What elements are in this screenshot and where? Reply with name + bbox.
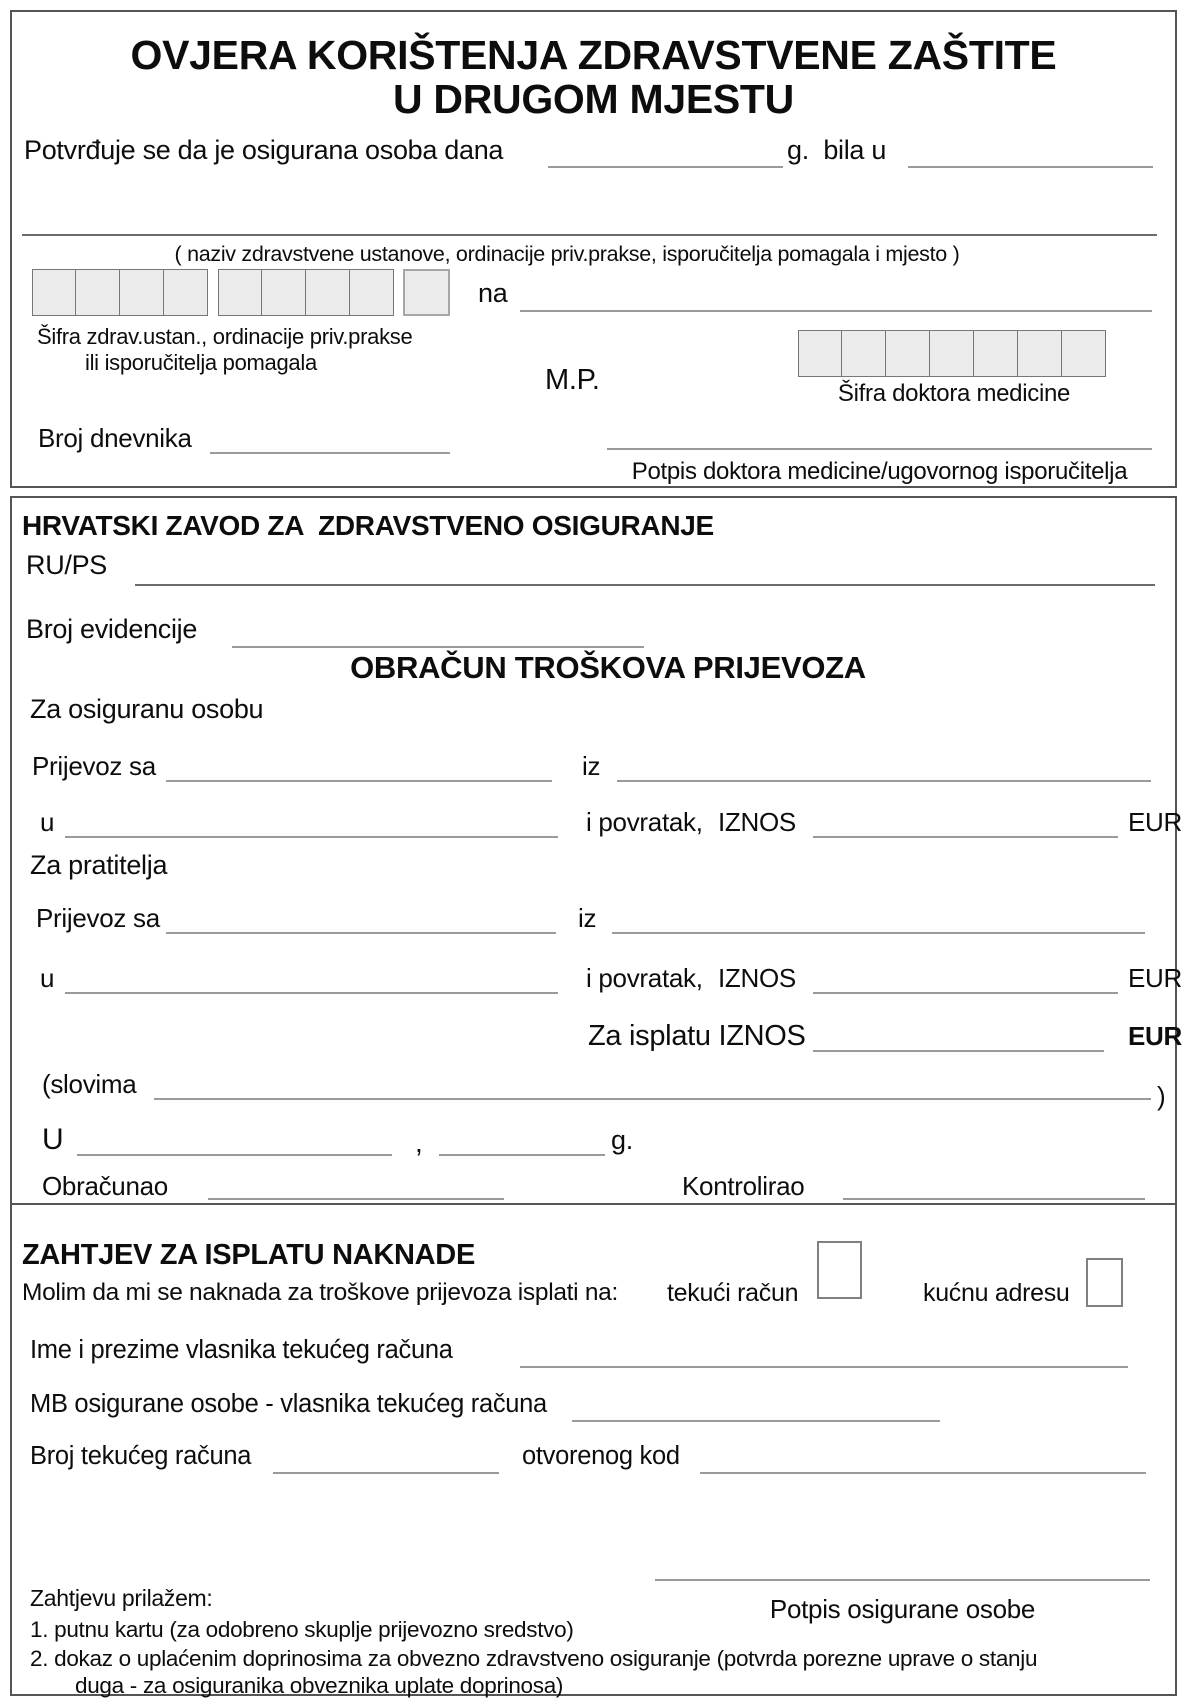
doctor-code-boxes[interactable]	[798, 330, 1106, 377]
iz-label-insured: iz	[582, 751, 601, 781]
insured-signature-label: Potpis osigurane osobe	[769, 1594, 1036, 1624]
journal-number-label: Broj dnevnika	[38, 423, 192, 453]
opened-at-line[interactable]	[700, 1472, 1146, 1474]
code-caption-line2: ili isporučitelja pomagala	[85, 350, 317, 375]
payout-amount-line[interactable]	[813, 1050, 1104, 1052]
return-label-insured: i povratak,	[586, 807, 703, 837]
payout-amount-label: Za isplatu IZNOS	[588, 1020, 806, 1052]
rups-field-line[interactable]	[135, 584, 1155, 586]
year-g-label: g.	[611, 1125, 633, 1155]
org-title: HRVATSKI ZAVOD ZA ZDRAVSTVENO OSIGURANJE	[22, 510, 714, 541]
insured-person-label: Za osiguranu osobu	[30, 694, 264, 724]
place-u-label: U	[42, 1123, 64, 1156]
mb-line[interactable]	[572, 1420, 940, 1422]
code-cell[interactable]	[218, 269, 262, 316]
opened-at-label: otvorenog kod	[522, 1442, 680, 1470]
currency-payout: EUR	[1128, 1021, 1182, 1051]
form-title-line2: U DRUGOM MJESTU	[393, 76, 794, 122]
iz-line-escort[interactable]	[612, 932, 1145, 934]
account-number-label: Broj tekućeg računa	[30, 1442, 252, 1470]
calculated-by-label: Obračunao	[42, 1171, 168, 1201]
amount-line-insured[interactable]	[813, 836, 1118, 838]
institution-code-boxes-group1[interactable]	[32, 269, 208, 316]
u-label-escort: u	[40, 963, 55, 993]
currency-insured: EUR	[1128, 807, 1182, 837]
escort-label: Za pratitelja	[30, 850, 168, 880]
amount-label-escort: IZNOS	[718, 963, 796, 993]
doctor-signature-label: Potpis doktora medicine/ugovornog isporučitelja	[631, 458, 1128, 485]
attachments-label: Zahtjevu prilažem:	[30, 1585, 213, 1611]
amount-in-words-close: )	[1157, 1081, 1166, 1111]
transport-from-line-escort[interactable]	[166, 932, 556, 934]
attachment-item-2: 2. dokaz o uplaćenim doprinosima za obvezno zdravstveno osiguranje (potvrda porezne uprave o stanju duga - za osiguranika obveznika uplate doprinosa)	[30, 1646, 1038, 1698]
institution-code-box-single[interactable]	[403, 269, 450, 316]
place-line[interactable]	[77, 1154, 392, 1156]
code-cell[interactable]	[306, 269, 350, 316]
code-cell[interactable]	[350, 269, 394, 316]
institution-caption: ( naziv zdravstvene ustanove, ordinacije priv.prakse, isporučitelja pomagala i mjesto )	[174, 242, 960, 266]
transport-from-label-escort: Prijevoz sa	[36, 903, 160, 933]
amount-in-words-label: (slovima	[42, 1069, 137, 1099]
code-cell[interactable]	[974, 330, 1018, 377]
owner-name-line[interactable]	[520, 1366, 1128, 1368]
code-cell[interactable]	[930, 330, 974, 377]
section-ovjera	[10, 10, 1177, 488]
code-cell[interactable]	[886, 330, 930, 377]
evidence-number-line[interactable]	[232, 646, 644, 648]
form-title-line1: OVJERA KORIŠTENJA ZDRAVSTVENE ZAŠTITE	[130, 32, 1057, 78]
request-text: Molim da mi se naknada za troškove prijevoza isplati na:	[22, 1279, 618, 1306]
code-cell[interactable]	[798, 330, 842, 377]
year-was-in-label: g. bila u	[787, 135, 887, 165]
code-cell[interactable]	[164, 269, 208, 316]
controlled-by-line[interactable]	[843, 1198, 1145, 1200]
calc-title: OBRAČUN TROŠKOVA PRIJEVOZA	[350, 650, 866, 685]
evidence-number-label: Broj evidencije	[26, 614, 198, 644]
comma-label: ,	[415, 1127, 423, 1158]
code-cell[interactable]	[32, 269, 76, 316]
date-field-line[interactable]	[548, 166, 783, 168]
currency-escort: EUR	[1128, 963, 1182, 993]
u-line-escort[interactable]	[65, 992, 558, 994]
insured-signature-line[interactable]	[655, 1579, 1150, 1581]
attachment-item-1: 1. putnu kartu (za odobreno skuplje prijevozno sredstvo)	[30, 1617, 574, 1642]
na-label: na	[478, 278, 508, 308]
code-cell[interactable]	[76, 269, 120, 316]
confirm-label: Potvrđuje se da je osigurana osoba dana	[24, 135, 504, 165]
place-field-line[interactable]	[908, 166, 1153, 168]
amount-line-escort[interactable]	[813, 992, 1118, 994]
code-caption-line1: Šifra zdrav.ustan., ordinacije priv.prakse	[37, 324, 413, 349]
transport-from-label-insured: Prijevoz sa	[32, 751, 156, 781]
amount-in-words-line[interactable]	[154, 1098, 1151, 1100]
iz-label-escort: iz	[578, 903, 597, 933]
journal-number-line[interactable]	[210, 452, 450, 454]
na-field-line[interactable]	[520, 310, 1152, 312]
date-line[interactable]	[439, 1154, 605, 1156]
doctor-signature-line[interactable]	[607, 448, 1152, 450]
section-zahtjev	[10, 1203, 1177, 1696]
amount-label-insured: IZNOS	[718, 807, 796, 837]
checkbox-home-address[interactable]	[1086, 1258, 1123, 1307]
option-bank-account-label: tekući račun	[667, 1279, 799, 1307]
code-cell[interactable]	[1062, 330, 1106, 377]
transport-from-line-insured[interactable]	[166, 780, 552, 782]
code-cell[interactable]	[120, 269, 164, 316]
owner-name-label: Ime i prezime vlasnika tekućeg računa	[30, 1336, 453, 1364]
institution-code-boxes-group2[interactable]	[218, 269, 394, 316]
u-line-insured[interactable]	[65, 836, 558, 838]
code-cell[interactable]	[1018, 330, 1062, 377]
checkbox-bank-account[interactable]	[817, 1241, 862, 1299]
code-cell[interactable]	[262, 269, 306, 316]
stamp-mp-label: M.P.	[545, 364, 600, 396]
code-cell[interactable]	[842, 330, 886, 377]
u-label-insured: u	[40, 807, 55, 837]
controlled-by-label: Kontrolirao	[682, 1171, 805, 1201]
return-label-escort: i povratak,	[586, 963, 703, 993]
institution-name-line[interactable]	[22, 234, 1157, 236]
option-home-address-label: kućnu adresu	[923, 1279, 1070, 1307]
calculated-by-line[interactable]	[208, 1198, 504, 1200]
rups-label: RU/PS	[26, 550, 108, 580]
mb-label: MB osigurane osobe - vlasnika tekućeg računa	[30, 1390, 547, 1418]
section-obracun	[10, 496, 1182, 1205]
doctor-code-label: Šifra doktora medicine	[837, 380, 1071, 407]
iz-line-insured[interactable]	[617, 780, 1151, 782]
request-title: ZAHTJEV ZA ISPLATU NAKNADE	[22, 1239, 475, 1271]
account-number-line[interactable]	[273, 1472, 499, 1474]
